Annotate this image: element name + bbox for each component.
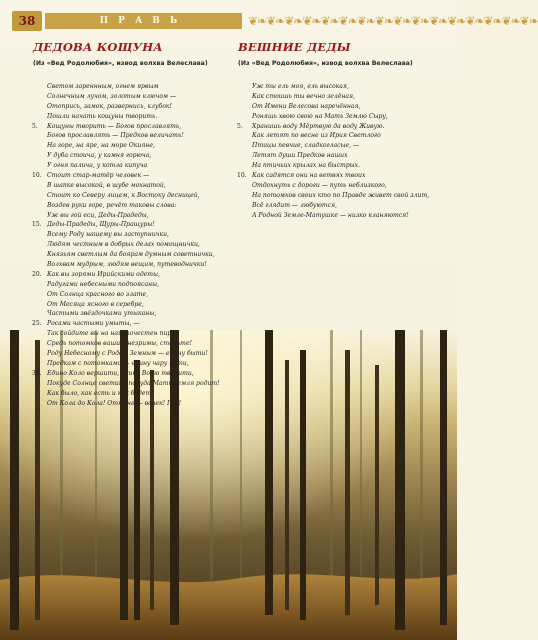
section-title: ПРАВЬ	[99, 16, 188, 26]
poem-line	[33, 181, 233, 191]
line-text: Всему Роду нашему вы заступнички,	[47, 231, 169, 239]
line-text: Росами частыми умыты, —	[47, 320, 140, 328]
poem-line	[33, 319, 233, 329]
poem-line	[33, 359, 233, 369]
line-text: Кощуны творить — Богов прославлять,	[47, 122, 182, 130]
line-text: Как летят по весне из Ирия Светлого	[252, 132, 381, 140]
poem-line	[33, 339, 233, 349]
line-number: 5.	[32, 122, 38, 130]
poem-line	[238, 181, 448, 191]
poem-line	[33, 230, 233, 240]
page-number: 38	[12, 11, 42, 31]
poem-line	[33, 220, 233, 230]
line-text: У огня палича, у котла кипуча	[47, 162, 148, 170]
poem-line	[238, 122, 448, 132]
line-text: У дуба стоича, у камня горюча,	[47, 152, 152, 160]
line-number: 30.	[32, 369, 42, 377]
poem-line	[238, 191, 448, 201]
line-text: Деды-Прадеды, Щуры-Пращуры!	[47, 221, 155, 229]
poem-line	[33, 369, 233, 379]
poem-line	[33, 131, 233, 141]
line-text: Всё глядит — любуются,	[252, 201, 337, 209]
line-number: 20.	[32, 270, 42, 278]
line-text: Воздев руки горе, речёт таковы слова:	[47, 201, 177, 209]
poem-title: ДЕДОВА КОЩУНА	[33, 40, 163, 54]
page-header	[0, 10, 538, 32]
poem-lines	[33, 82, 233, 408]
line-text: Хранишь воду Мёртвую да воду Живую.	[252, 122, 385, 130]
poem-line	[33, 389, 233, 399]
poem-line	[33, 300, 233, 310]
poem-line	[33, 92, 233, 102]
line-text: Отопрись, замок, развернись, клубок!	[47, 102, 172, 110]
line-text: Средь потомков ваших, незримы, станьте!	[47, 340, 193, 348]
left-poem	[33, 40, 233, 408]
ornament-border: ❦❧❦❧❦❧❦❧❦❧❦❧❦❧❦❧❦❧❦❧❦❧❦❧❦❧❦❧❦❧❦❧	[248, 14, 538, 28]
line-text: Солнечным лучом, золотым ключом —	[47, 92, 177, 100]
poem-source: (Из «Вед Родолюбия», извод волхва Велеслава)	[238, 60, 413, 67]
poem-line	[238, 161, 448, 171]
line-text: От Имени Велесова наречённая,	[252, 102, 361, 110]
poem-line	[238, 112, 448, 122]
line-text: Птицы певчие, сладкогласые, —	[252, 142, 360, 150]
line-text: Князьям светлым да боярам думным советнички,	[47, 251, 215, 259]
line-text: Людям честным в добрых делах помощнички,	[47, 241, 200, 249]
line-text: А Родной Земле-Матушке — низко кланяются!	[252, 211, 409, 219]
line-text: Частыми звёздочками утыканы,	[47, 310, 157, 318]
poem-line	[33, 151, 233, 161]
poem-line	[238, 82, 448, 92]
line-text: Как стоишь ты вечно зелёная,	[252, 92, 356, 100]
poem-line	[33, 250, 233, 260]
line-text: Как было, как есть и как будет!	[47, 389, 154, 397]
poem-line	[33, 280, 233, 290]
poem-line	[33, 82, 233, 92]
line-text: На птичьих крылах на быстрых.	[252, 162, 361, 170]
poem-line	[238, 131, 448, 141]
line-text: Богов прославлять — Предков величать!	[47, 132, 184, 140]
poem-source: (Из «Вед Родолюбия», извод волхва Велеслава)	[33, 60, 208, 67]
line-text: Пошли начать кощуны творить.	[47, 112, 158, 120]
poem-line	[33, 260, 233, 270]
line-text: Так сойдите вы на наш почестен пир,	[47, 330, 174, 338]
poem-line	[33, 122, 233, 132]
line-text: Покуде Солнце светит, покуда Мать-Земля родит!	[47, 379, 220, 387]
poem-line	[238, 102, 448, 112]
right-poem	[238, 40, 448, 220]
poem-line	[33, 161, 233, 171]
line-text: От Солнца красного во злате,	[47, 290, 149, 298]
line-text: Как садятся они на ветвях твоих	[252, 172, 366, 180]
line-text: От Месяца ясного в серебре,	[47, 300, 144, 308]
line-text: Отдохнуть с дороги — путь неблизкого,	[252, 181, 387, 189]
poem-title: ВЕШНИЕ ДЕДЫ	[238, 40, 351, 54]
line-text: Роду Небесному с Родом Земным — едину быти!	[47, 350, 208, 358]
poem-line	[33, 240, 233, 250]
poem-line	[33, 399, 233, 409]
poem-line	[238, 171, 448, 181]
line-text: Уж вы гой еси, Деды-Прадеды,	[47, 211, 149, 219]
line-text: Как вы зорями Ирийскими одеты,	[47, 270, 160, 278]
poem-line	[33, 102, 233, 112]
line-text: Светом зареннным, огнем ярвым	[47, 83, 159, 90]
poem-line	[33, 290, 233, 300]
poem-line	[33, 329, 233, 339]
poem-line	[238, 201, 448, 211]
poem-lines	[238, 82, 448, 220]
poem-line	[33, 379, 233, 389]
line-number: 10.	[32, 172, 42, 180]
line-text: На потомков своих кто по Правде живет свой злит,	[252, 191, 430, 199]
line-text: В шапке высокой, в шубе мохнатой,	[47, 181, 166, 189]
line-text: Летят души Предков наших	[252, 152, 348, 160]
line-text: Стоит ко Северу лицем, к Востоку десницей,	[47, 191, 200, 199]
poem-line	[33, 171, 233, 181]
line-text: Предкам с потомками — едину чару пити,	[47, 359, 189, 367]
poem-line	[33, 211, 233, 221]
poem-line	[33, 191, 233, 201]
line-text: Волхвам мудрым, людям вещим, путеводнички!	[47, 261, 207, 269]
poem-line	[238, 92, 448, 102]
line-text: Стоит стар-матёр человек —	[47, 172, 150, 180]
poem-line	[238, 211, 448, 221]
poem-line	[33, 141, 233, 151]
poem-line	[238, 151, 448, 161]
line-text: Радугами небесными подпоясаны,	[47, 280, 160, 288]
poem-line	[33, 112, 233, 122]
poem-line	[238, 141, 448, 151]
line-number: 25.	[32, 320, 42, 328]
line-number: 15.	[32, 221, 42, 229]
poem-line	[33, 349, 233, 359]
line-text: От Кола до Кола! Отныне — вовек! Гой!	[47, 399, 182, 407]
line-number: 10.	[237, 172, 247, 180]
poem-line	[33, 201, 233, 211]
poem-line	[33, 309, 233, 319]
line-text: На горе, на яре, на море Окияне,	[47, 142, 155, 150]
line-text: Едино Коло вершити, едину Волю творити,	[47, 369, 194, 377]
line-number: 5.	[237, 122, 243, 130]
poem-line	[33, 270, 233, 280]
line-text: Уж ты ель моя, ель высокая,	[252, 83, 349, 90]
line-text: Роняшь хвою свою на Мать Землю Сыру,	[252, 112, 388, 120]
